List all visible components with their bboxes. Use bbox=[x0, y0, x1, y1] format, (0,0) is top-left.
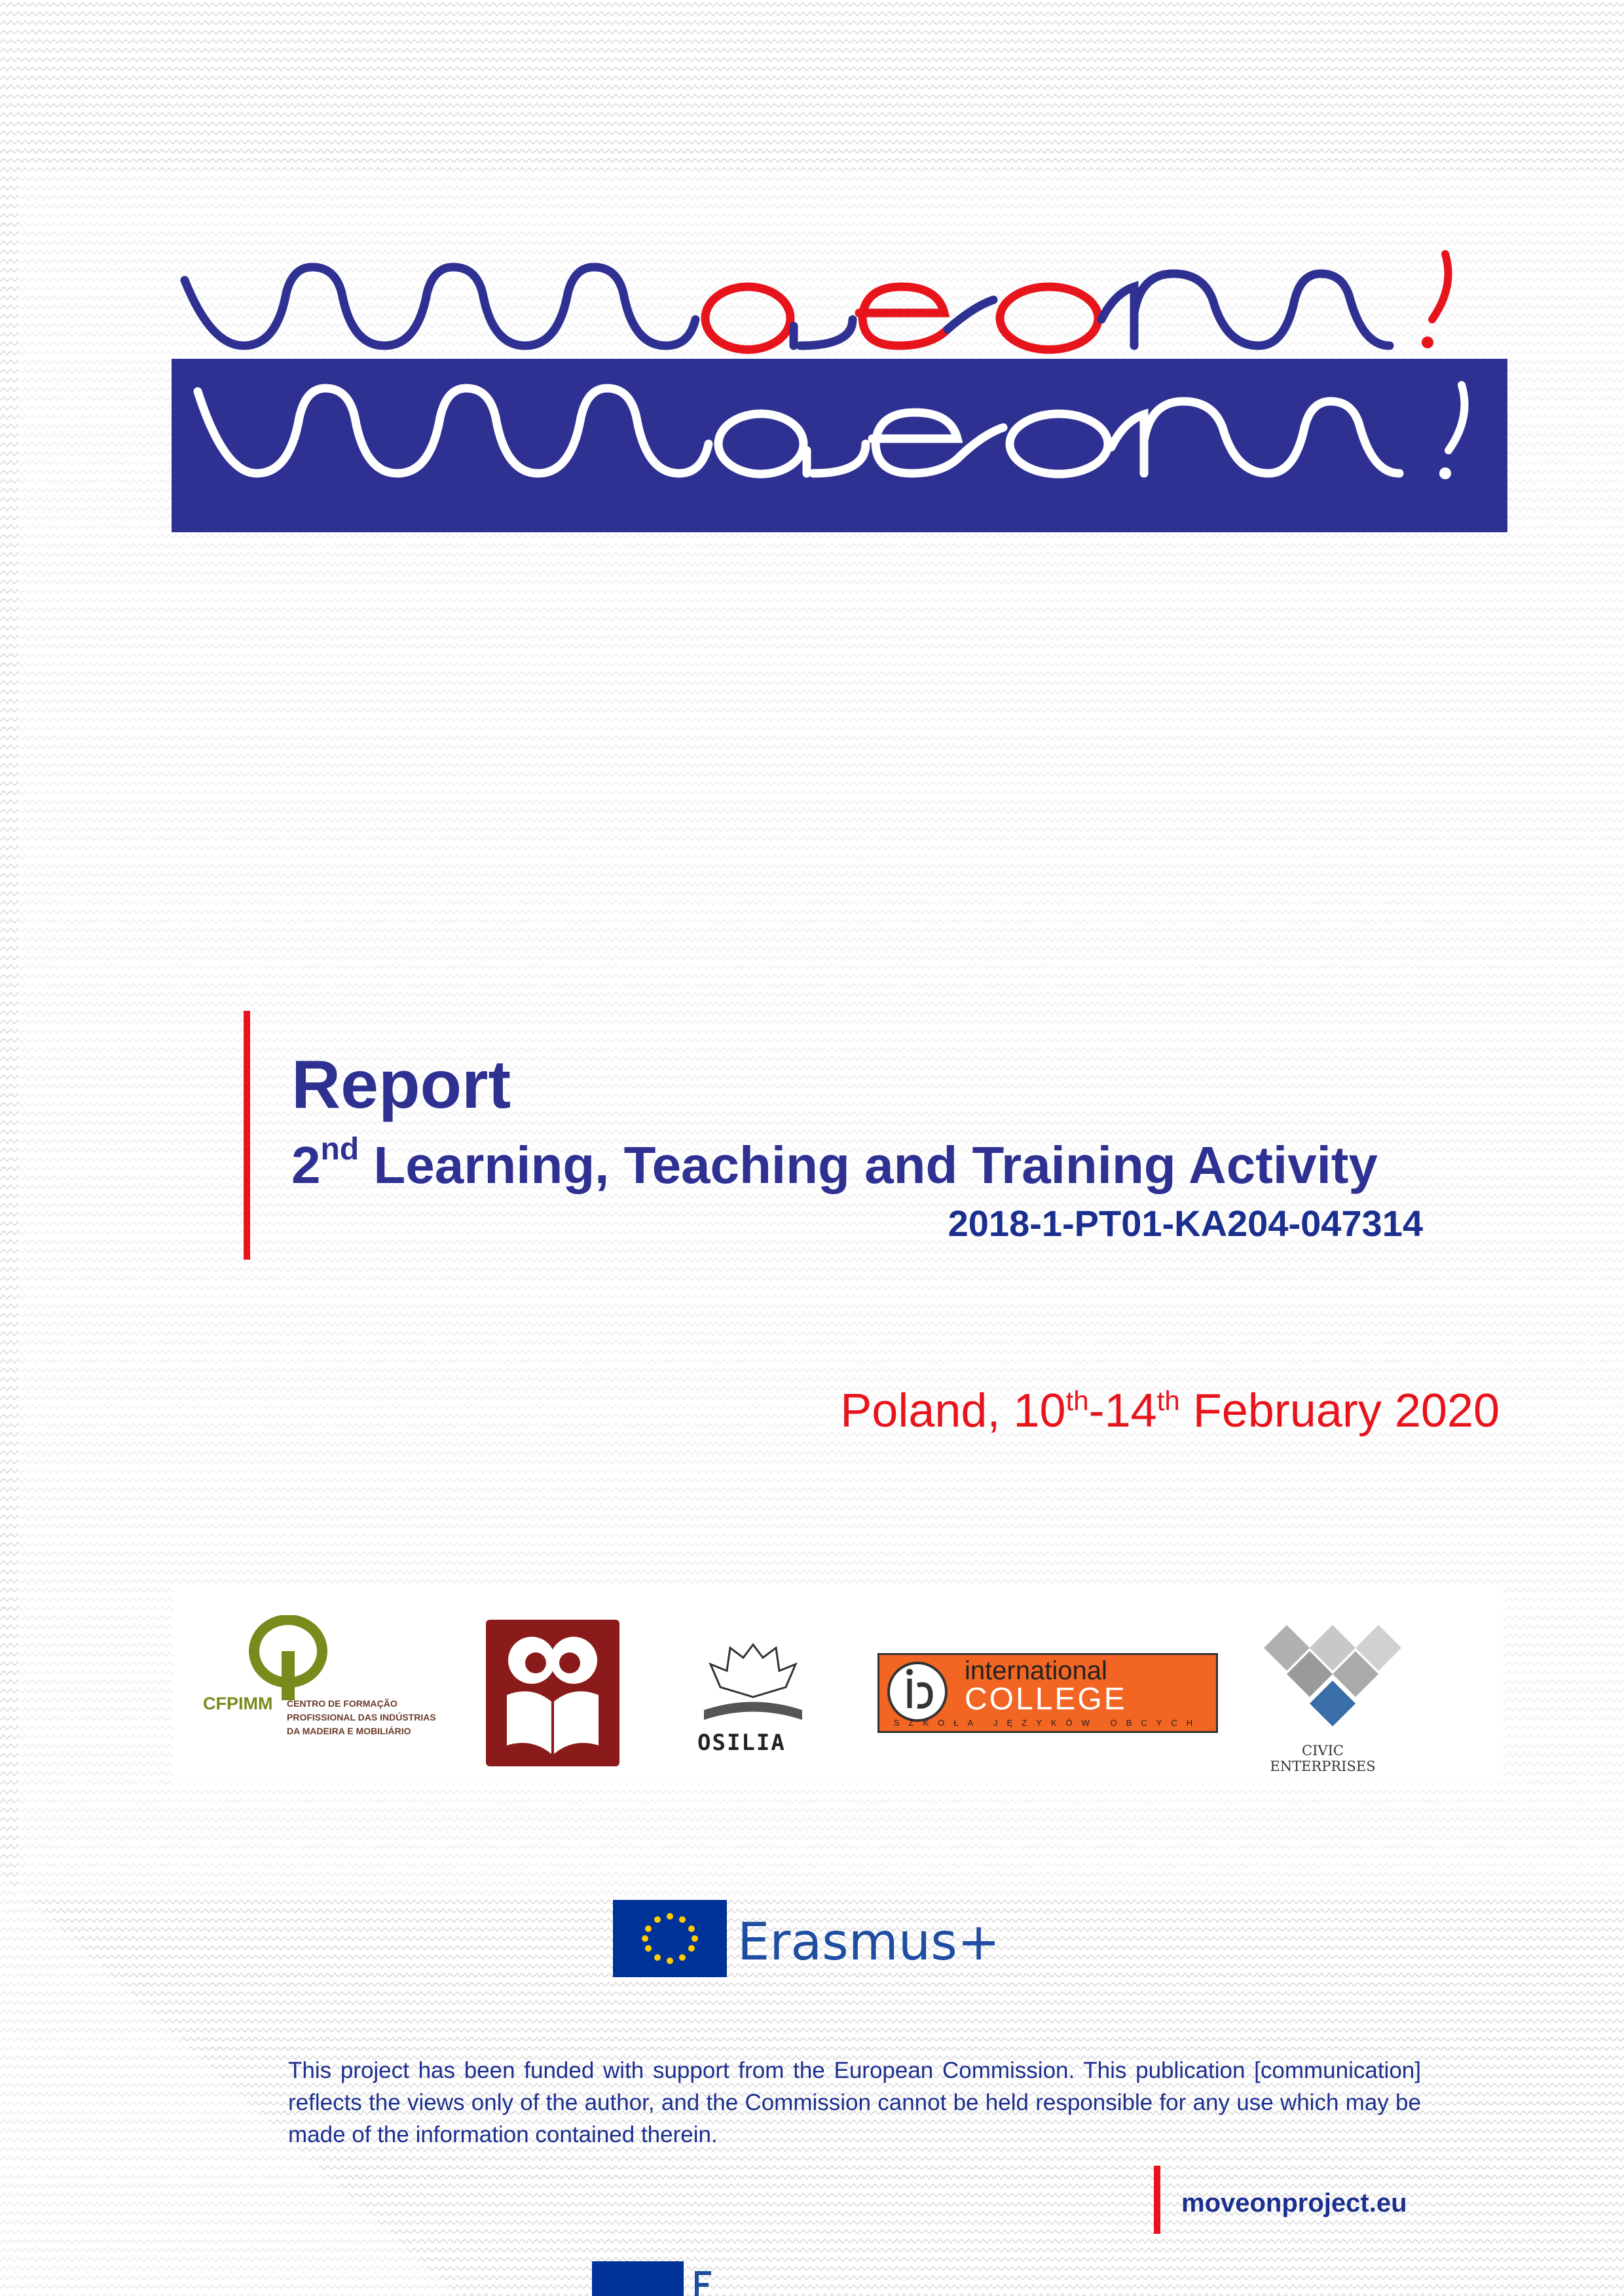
subtitle-ordinal-suffix: nd bbox=[320, 1132, 360, 1167]
location-sup1: th bbox=[1065, 1385, 1089, 1416]
move-on-logo bbox=[172, 247, 1507, 536]
cfpimm-line2: PROFISSIONAL DAS INDÚSTRIAS bbox=[287, 1712, 436, 1722]
location-rest: February 2020 bbox=[1179, 1385, 1500, 1437]
owl-book-logo-icon bbox=[486, 1620, 619, 1766]
eu-flag-bottom-icon bbox=[592, 2261, 684, 2296]
website-accent-bar bbox=[1154, 2166, 1160, 2234]
osilia-eagle-icon bbox=[691, 1631, 815, 1726]
partner-logos bbox=[174, 1586, 1503, 1783]
erasmus-e-fragment-icon bbox=[694, 2267, 714, 2296]
location-dash: -14 bbox=[1088, 1385, 1157, 1437]
report-title: Report bbox=[291, 1047, 511, 1123]
cfpimm-line1: CENTRO DE FORMAÇÃO bbox=[287, 1698, 397, 1709]
erasmus-plus-logo bbox=[613, 1900, 1001, 1980]
subtitle-ordinal: 2 bbox=[291, 1136, 321, 1194]
location-place: Poland, 10 bbox=[840, 1385, 1066, 1437]
website-link[interactable]: moveonproject.eu bbox=[1181, 2189, 1407, 2217]
ic-line3: SZKOŁA JĘZYKÓW OBCYCH bbox=[893, 1718, 1202, 1728]
cfpimm-abbr: CFPIMM bbox=[203, 1694, 273, 1713]
international-college-logo bbox=[877, 1653, 1218, 1733]
civic-enterprises-logo bbox=[1247, 1618, 1418, 1774]
civic-name: CIVIC ENTERPRISES bbox=[1270, 1743, 1376, 1774]
cfpimm-logo bbox=[203, 1615, 452, 1759]
project-code: 2018-1-PT01-KA204-047314 bbox=[948, 1203, 1423, 1244]
osilia-logo bbox=[691, 1631, 815, 1762]
erasmus-label: Erasmus+ bbox=[737, 1913, 1001, 1972]
title-accent-bar bbox=[244, 1011, 250, 1260]
ic-line2: COLLEGE bbox=[965, 1682, 1127, 1717]
report-subtitle bbox=[291, 1132, 1378, 1195]
ic-line1: international bbox=[965, 1656, 1107, 1685]
osilia-name: OSILIA bbox=[697, 1730, 786, 1756]
cfpimm-line3: DA MADEIRA E MOBILIÁRIO bbox=[287, 1726, 411, 1736]
funding-disclaimer: This project has been funded with support from the European Commission. This publication [communication] reflects the views only of the author, and the Commission cannot be held responsible for any use which may be made of the information contained therein. bbox=[288, 2058, 1421, 2147]
civic-diamonds-icon bbox=[1247, 1618, 1418, 1740]
ic-emblem-icon bbox=[885, 1659, 950, 1724]
location-sup2: th bbox=[1156, 1385, 1180, 1416]
eu-flag-icon bbox=[613, 1900, 727, 1977]
subtitle-text: Learning, Teaching and Training Activity bbox=[359, 1136, 1378, 1194]
location-date bbox=[840, 1384, 1500, 1438]
cfpimm-fullname bbox=[287, 1697, 436, 1738]
